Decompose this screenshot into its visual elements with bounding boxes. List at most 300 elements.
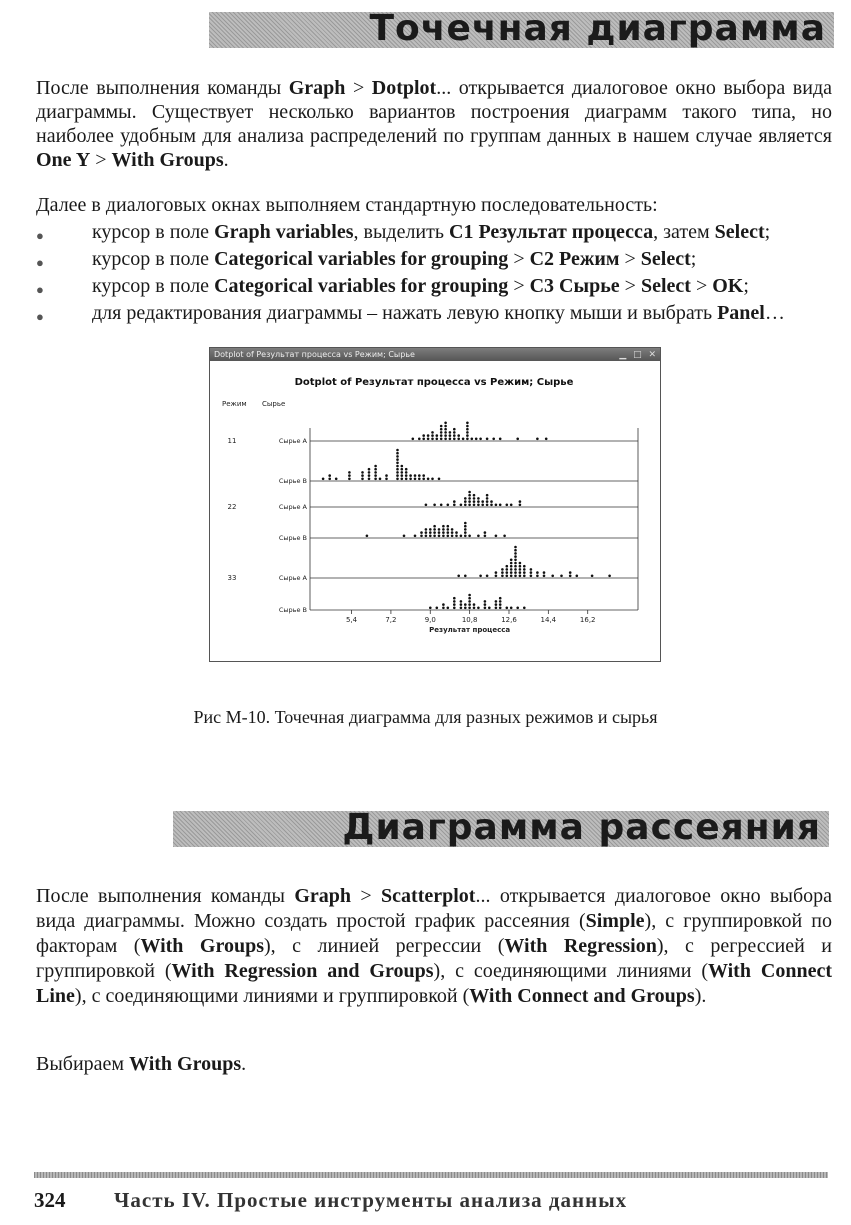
dot-point [466,422,469,425]
dot-point [366,535,369,538]
dot-point [479,575,482,578]
dot-point [464,504,467,507]
field-term: C3 Сырье [529,275,620,297]
dot-point [510,607,513,610]
footer-rule [34,1172,828,1178]
window-controls[interactable]: ▁ □ ✕ [619,350,658,360]
text: ), с соединяющими линиями и группировкой ( [74,985,470,1007]
window-titlebar[interactable] [210,348,660,361]
dot-point [530,568,533,571]
field-term: C2 Режим [529,248,620,270]
dot-point [453,438,456,441]
dot-point [506,568,509,571]
dot-point [468,597,471,600]
dot-point [368,468,371,471]
menu-term: With Groups [111,149,224,171]
group-header-mode: Режим [222,400,247,408]
dot-point [514,549,517,552]
dot-point [519,562,522,565]
dot-point [460,535,463,538]
dot-point [438,478,441,481]
group-label-mode: 33 [227,574,237,582]
dot-point [436,607,439,610]
menu-term: With Groups [140,935,264,957]
dot-point [440,438,443,441]
menu-term: Graph [288,77,346,99]
dot-point [530,571,533,574]
dot-point [519,500,522,503]
dot-point [444,431,447,434]
dot-point [429,607,432,610]
dot-point [396,449,399,452]
dot-point [510,565,513,568]
dot-point [468,594,471,597]
dot-point [499,603,502,606]
dot-point [468,494,471,497]
dot-point [466,434,469,437]
steps-intro: Далее в диалоговых окнах выполняем стандартную последовательность: [36,194,658,216]
dot-point [514,565,517,568]
section-title-dotplot: Точечная диаграмма [369,12,826,48]
text: ... открывается диалоговое окно выбора вида диаграммы. Можно создать простой график рассеяния ( [36,885,832,932]
dot-point [484,603,487,606]
scatter-paragraph [36,884,832,1009]
dot-point [368,478,371,481]
text: ... открывается диалоговое окно выбора вида диаграммы. Существует несколько вариантов построения диаграмм такого типа, но наиболее удобным для анализа распределений по группам данных в нашем случае является [36,77,832,147]
text: ; [764,221,771,243]
dot-point [453,428,456,431]
dot-point [396,452,399,455]
dot-point [431,431,434,434]
dot-point [427,478,430,481]
dot-point [374,478,377,481]
menu-term: With Connect Line [36,960,832,1007]
dot-point [368,471,371,474]
dot-point [361,471,364,474]
page-number: 324 [34,1188,66,1212]
menu-term: With Regression and Groups [171,960,434,982]
text: курсор в поле [92,221,215,243]
window-title: Dotplot of Результат процесса vs Режим; Сырье [214,350,415,359]
dot-point [484,607,487,610]
dot-point [477,535,480,538]
text: > [619,248,641,270]
menu-term: With Groups [129,1053,242,1075]
dot-point [473,494,476,497]
dot-point [530,575,533,578]
dot-point [442,603,445,606]
dot-point [422,438,425,441]
dot-point [486,438,489,441]
text: > [345,77,372,99]
dot-point [523,607,526,610]
dot-point [460,600,463,603]
dot-point [436,438,439,441]
dot-point [510,571,513,574]
group-label-material: Сырье B [278,606,307,614]
dot-point [460,504,463,507]
dot-point [519,571,522,574]
dot-point [484,531,487,534]
field-term: Select [714,221,765,243]
field-term: Categorical variables for grouping [214,248,509,270]
dot-point [481,500,484,503]
dot-point [431,478,434,481]
dot-point [488,607,491,610]
dot-point [466,428,469,431]
section-header-scatter [173,811,829,847]
dot-point [486,575,489,578]
dot-point [484,535,487,538]
dot-point [514,555,517,558]
dot-point [328,478,331,481]
dot-point [455,535,458,538]
dot-point [442,531,445,534]
dot-point [440,428,443,431]
dot-point [477,504,480,507]
dot-point [453,600,456,603]
dot-point [462,438,465,441]
dot-point [516,607,519,610]
field-term: Graph variables [214,221,354,243]
dot-point [385,474,388,477]
dot-point [447,504,450,507]
dot-point [422,478,425,481]
text: > [351,885,382,907]
text: > [508,248,530,270]
dot-point [514,562,517,565]
dot-point [510,568,513,571]
dot-point [401,474,404,477]
dot-point [514,568,517,571]
text: для редактирования диаграммы – нажать левую кнопку мыши и выбрать [92,302,718,324]
dot-point [444,422,447,425]
step-item [36,274,836,301]
dot-point [335,478,338,481]
group-label-mode: 22 [227,503,237,511]
menu-term: Dotplot [371,77,437,99]
dot-point [361,474,364,477]
dot-point [560,575,563,578]
dot-point [348,478,351,481]
group-label-material: Сырье B [278,477,307,485]
menu-term: One Y [36,149,91,171]
dot-point [418,438,421,441]
dot-point [447,525,450,528]
dot-point [473,607,476,610]
dot-point [501,575,504,578]
menu-term: Scatterplot [381,885,476,907]
x-axis-label: Результат процесса [429,626,511,634]
dot-point [514,559,517,562]
dot-point [495,535,498,538]
dot-point [464,535,467,538]
dot-point [453,597,456,600]
menu-term: Simple [585,910,645,932]
dot-point [412,438,415,441]
dot-point [576,575,579,578]
dot-point [477,500,480,503]
dot-point [495,603,498,606]
dot-point [506,571,509,574]
dot-point [429,528,432,531]
text: ), с соединяющими линиями ( [433,960,708,982]
dot-point [477,607,480,610]
dot-point [486,497,489,500]
dot-point [506,607,509,610]
field-term: Categorical variables for grouping [214,275,509,297]
x-tick-label: 7,2 [385,616,397,624]
dot-point [396,458,399,461]
dot-point [536,575,539,578]
dot-point [569,571,572,574]
dot-point [431,434,434,437]
dot-point [396,465,399,468]
dot-point [490,500,493,503]
dot-point [322,478,325,481]
dot-point [453,431,456,434]
dot-point [348,474,351,477]
dot-point [475,438,478,441]
dot-point [499,600,502,603]
dot-point [403,535,406,538]
dot-point [438,528,441,531]
dot-point [464,500,467,503]
dot-point [466,425,469,428]
dot-point [433,504,436,507]
dot-point [401,478,404,481]
dot-point [451,535,454,538]
dot-point [536,438,539,441]
dot-point [464,522,467,525]
scatter-choice-paragraph [36,1052,832,1076]
dot-point [442,535,445,538]
field-term: C1 Результат процесса [449,221,654,243]
dot-point [510,575,513,578]
dot-point [471,438,474,441]
dot-point [442,525,445,528]
dot-point [447,535,450,538]
dot-point [473,497,476,500]
dot-point [523,575,526,578]
bullet-icon: ● [36,309,44,324]
group-header-material: Сырье [262,400,286,408]
section-header-dotplot [209,12,834,48]
text: Выбираем [36,1053,130,1075]
dot-point [545,438,548,441]
text: После выполнения команды [36,77,289,99]
x-tick-label: 12,6 [501,616,517,624]
dotplot-window [209,347,661,662]
dot-point [440,434,443,437]
dot-point [449,434,452,437]
text: ), с группировкой по факторам ( [36,910,833,957]
x-tick-label: 16,2 [579,616,596,624]
dot-point [374,468,377,471]
dot-point [433,528,436,531]
dot-point [468,607,471,610]
dot-point [396,471,399,474]
dot-point [466,431,469,434]
dot-point [457,438,460,441]
text: ; [690,248,697,270]
dot-point [457,575,460,578]
dot-point [396,474,399,477]
dot-point [440,425,443,428]
dot-point [486,504,489,507]
steps-list [36,220,836,328]
dot-point [514,546,517,549]
dot-point [409,474,412,477]
dot-point [499,607,502,610]
dot-point [447,528,450,531]
dot-point [510,562,513,565]
dot-point [479,438,482,441]
dot-point [506,565,509,568]
dot-point [514,571,517,574]
dot-point [405,478,408,481]
figure-caption: Рис М-10. Точечная диаграмма для разных режимов и сырья [193,707,658,727]
dot-point [468,491,471,494]
text: ). [694,985,707,1007]
dot-point [499,438,502,441]
dot-point [433,531,436,534]
dot-point [523,571,526,574]
group-label-mode: 11 [227,437,237,445]
dot-point [379,478,382,481]
dot-point [519,568,522,571]
dot-point [464,603,467,606]
dot-point [536,571,539,574]
text: > [508,275,530,297]
dot-point [464,525,467,528]
dot-point [460,603,463,606]
dot-point [490,504,493,507]
dot-point [492,438,495,441]
dot-point [449,431,452,434]
dot-point [506,575,509,578]
bullet-icon: ● [36,228,44,243]
dot-point [473,500,476,503]
dot-point [516,438,519,441]
dot-point [499,504,502,507]
text: курсор в поле [92,275,215,297]
dotplot-intro-paragraph [36,76,832,172]
dot-point [519,504,522,507]
field-term: OK [712,275,744,297]
dot-point [523,568,526,571]
step-item [36,220,836,247]
dot-point [514,552,517,555]
dot-point [328,474,331,477]
dot-point [401,471,404,474]
dot-point [453,434,456,437]
dot-point [385,478,388,481]
text: ), с регрессией и группировкой ( [36,935,832,982]
dot-point [464,575,467,578]
dot-point [468,497,471,500]
dot-point [431,438,434,441]
dot-point [420,531,423,534]
dot-point [425,504,428,507]
dot-point [401,465,404,468]
dot-point [477,497,480,500]
dot-point [453,603,456,606]
dot-point [495,504,498,507]
dot-point [495,607,498,610]
dot-point [543,571,546,574]
dot-point [438,531,441,534]
dot-point [464,497,467,500]
dot-point [591,575,594,578]
dot-point [442,528,445,531]
bullet-icon: ● [36,282,44,297]
menu-term: With Regression [504,935,657,957]
dot-point [396,468,399,471]
dot-point [429,535,432,538]
dot-point [495,571,498,574]
section-title-scatter: Диаграмма рассеяния [342,811,821,847]
text: , затем [653,221,715,243]
dot-point [422,474,425,477]
field-term: Select [640,275,691,297]
dot-point [433,535,436,538]
field-term: Panel [717,302,765,324]
dot-point [473,504,476,507]
text: > [90,149,112,171]
dot-point [486,500,489,503]
dot-point [569,575,572,578]
dot-point [414,535,417,538]
dot-point [486,494,489,497]
dot-point [444,428,447,431]
text: курсор в поле [92,248,215,270]
text: … [764,302,785,324]
group-label-material: Сырье A [278,503,307,511]
dot-point [348,471,351,474]
menu-term: Graph [294,885,352,907]
dot-point [425,535,428,538]
dot-point [436,434,439,437]
dot-point [473,603,476,606]
dot-point [425,531,428,534]
dot-point [514,575,517,578]
dotplot-chart [210,362,658,658]
text: . [241,1053,247,1075]
dot-point [418,474,421,477]
dot-point [519,565,522,568]
dot-point [510,504,513,507]
text: , выделить [353,221,449,243]
step-item [36,301,836,328]
dot-point [444,425,447,428]
x-tick-label: 9,0 [424,616,436,624]
dot-point [495,600,498,603]
dot-point [464,607,467,610]
text: > [619,275,641,297]
text: . [223,149,229,171]
dot-point [451,531,454,534]
dot-point [368,474,371,477]
text: ), с линией регрессии ( [264,935,505,957]
x-tick-label: 10,8 [461,616,478,624]
dot-point [401,468,404,471]
x-tick-label: 14,4 [540,616,557,624]
dot-point [468,603,471,606]
dot-point [468,500,471,503]
dot-point [433,525,436,528]
dot-point [361,478,364,481]
